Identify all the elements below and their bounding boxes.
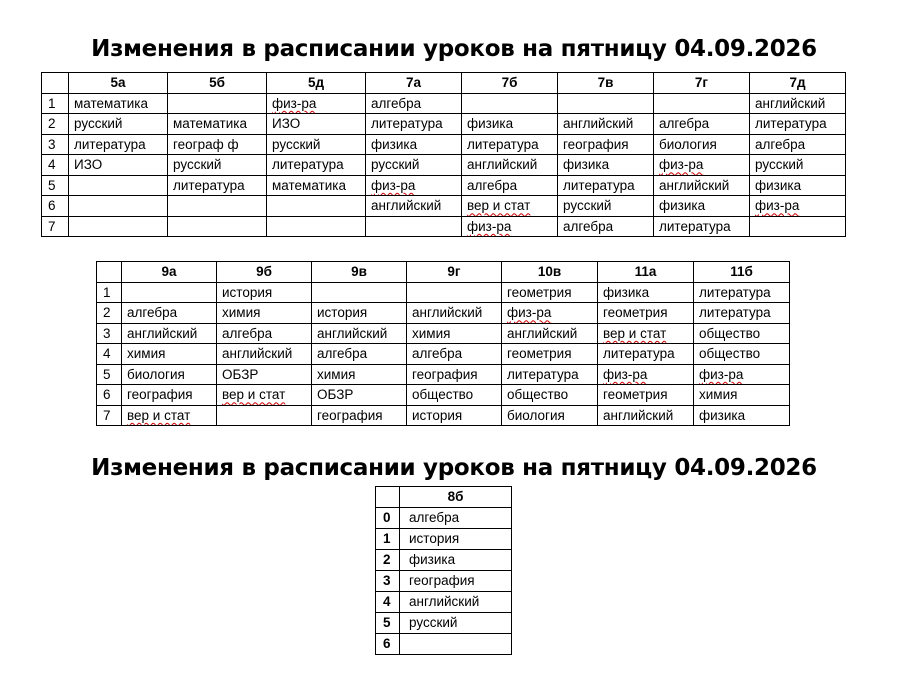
spellcheck-flagged-text: физ-ра [755,198,800,214]
lesson-cell: геометрия [502,344,598,365]
class-header-cell: 7в [558,73,654,94]
lesson-cell: география [122,385,217,406]
lesson-number-cell: 4 [376,592,400,613]
lesson-cell: английский [558,114,654,135]
lesson-cell: физика [366,134,462,155]
lesson-cell: математика [168,114,267,135]
lesson-cell: алгебра [407,344,502,365]
lesson-cell: русский [400,613,512,634]
table-row [376,550,512,571]
lesson-cell: химия [122,344,217,365]
lesson-cell: английский [400,592,512,613]
lesson-number-cell: 2 [97,303,122,324]
lesson-cell [267,216,366,237]
lesson-cell: геометрия [598,303,694,324]
spellcheck-flagged-text: физ-ра [659,157,704,173]
lesson-number-cell: 4 [97,344,122,365]
table-row [42,134,846,155]
lesson-cell [168,216,267,237]
lesson-cell: химия [407,323,502,344]
table-row [42,93,846,114]
class-header-cell: 10в [502,262,598,283]
spellcheck-flagged-text: вер и стат [467,198,531,214]
lesson-cell [267,93,366,114]
table-row [42,175,846,196]
lesson-cell [502,303,598,324]
lesson-cell: физика [654,196,750,217]
lesson-cell: английский [462,155,558,176]
lesson-cell: геометрия [598,385,694,406]
class-header-cell: 5а [69,73,168,94]
class-header-cell: 7д [750,73,846,94]
lesson-cell: литература [168,175,267,196]
lesson-cell: литература [694,303,790,324]
lesson-cell: география [312,405,407,426]
class-header-cell: 11а [598,262,694,283]
lesson-cell: ОБЗР [217,364,312,385]
lesson-cell [654,93,750,114]
lesson-cell: алгебра [654,114,750,135]
lesson-cell: история [400,529,512,550]
lesson-cell: алгебра [750,134,846,155]
lesson-cell [750,216,846,237]
lesson-cell [122,405,217,426]
table-row [97,282,790,303]
class-header-cell: 7а [366,73,462,94]
lesson-cell: литература [462,134,558,155]
lesson-number-cell: 4 [42,155,69,176]
spellcheck-flagged-text: вер и стат [127,407,191,423]
lesson-cell: русский [168,155,267,176]
lesson-cell: общество [694,344,790,365]
lesson-cell: русский [366,155,462,176]
lesson-cell: литература [558,175,654,196]
lesson-cell: физика [558,155,654,176]
lesson-cell: химия [694,385,790,406]
lesson-cell: русский [558,196,654,217]
lesson-cell [598,364,694,385]
table-row [97,385,790,406]
lesson-cell [462,216,558,237]
lesson-cell: алгебра [400,508,512,529]
class-header-cell: 5б [168,73,267,94]
spellcheck-flagged-text: вер и стат [603,325,667,341]
lesson-number-cell: 1 [376,529,400,550]
lesson-number-cell: 5 [42,175,69,196]
lesson-cell [267,196,366,217]
lesson-cell: алгебра [366,93,462,114]
lesson-cell: физика [400,550,512,571]
lesson-cell [462,196,558,217]
class-header-cell: 9а [122,262,217,283]
lesson-number-cell: 7 [42,216,69,237]
lesson-cell: ОБЗР [312,385,407,406]
lesson-cell: химия [312,364,407,385]
lesson-cell: география [558,134,654,155]
lesson-cell: английский [217,344,312,365]
lesson-cell: литература [69,134,168,155]
table-row [376,508,512,529]
lesson-cell: география [400,571,512,592]
lesson-cell: биология [502,405,598,426]
spellcheck-flagged-text: физ-ра [699,366,744,382]
lesson-cell: английский [654,175,750,196]
lesson-cell [217,385,312,406]
lesson-cell: алгебра [558,216,654,237]
schedule-table-grades-5-7 [41,72,846,237]
lesson-cell: геометрия [502,282,598,303]
lesson-number-cell: 1 [97,282,122,303]
lesson-number-cell: 3 [376,571,400,592]
table-row [97,323,790,344]
schedule-table-grades-9-11 [96,261,790,426]
class-header-cell: 8б [400,487,512,508]
lesson-cell: литература [502,364,598,385]
spellcheck-flagged-text: физ-ра [507,305,552,321]
lesson-cell: биология [654,134,750,155]
lesson-number-cell: 5 [97,364,122,385]
lesson-cell [122,282,217,303]
lesson-cell [558,93,654,114]
schedule-table-grade-8b [375,486,512,655]
lesson-cell [69,175,168,196]
spellcheck-flagged-text: физ-ра [371,177,416,193]
lesson-cell: литература [598,344,694,365]
header-corner-cell [376,487,400,508]
lesson-cell: физика [462,114,558,135]
lesson-number-cell: 3 [97,323,122,344]
table-row [42,216,846,237]
spellcheck-flagged-text: физ-ра [272,95,317,111]
lesson-cell [654,155,750,176]
lesson-cell: общество [502,385,598,406]
lesson-cell [217,405,312,426]
lesson-cell [598,323,694,344]
header-corner-cell [97,262,122,283]
lesson-cell: литература [694,282,790,303]
lesson-cell: физика [750,175,846,196]
class-header-cell: 5д [267,73,366,94]
table-row [97,364,790,385]
lesson-cell: химия [217,303,312,324]
lesson-cell: ИЗО [267,114,366,135]
lesson-cell [69,196,168,217]
lesson-cell: английский [407,303,502,324]
lesson-cell [407,282,502,303]
lesson-cell: алгебра [122,303,217,324]
lesson-number-cell: 0 [376,508,400,529]
header-corner-cell [42,73,69,94]
lesson-cell [400,634,512,655]
table-row [42,155,846,176]
lesson-cell [694,364,790,385]
lesson-cell [366,216,462,237]
lesson-cell: русский [750,155,846,176]
table-header-row [97,262,790,283]
lesson-cell: биология [122,364,217,385]
lesson-cell: алгебра [217,323,312,344]
lesson-cell: общество [407,385,502,406]
lesson-number-cell: 5 [376,613,400,634]
spellcheck-flagged-text: вер и стат [222,387,286,403]
spellcheck-flagged-text: физ-ра [603,366,648,382]
lesson-cell: английский [312,323,407,344]
lesson-cell [366,175,462,196]
lesson-cell: физика [598,282,694,303]
table-row [97,303,790,324]
lesson-cell [168,196,267,217]
lesson-cell [750,196,846,217]
lesson-number-cell: 1 [42,93,69,114]
lesson-cell: алгебра [312,344,407,365]
lesson-cell: литература [267,155,366,176]
spellcheck-flagged-text: физ-ра [467,218,512,234]
lesson-cell: географ ф [168,134,267,155]
class-header-cell: 9б [217,262,312,283]
lesson-cell: общество [694,323,790,344]
table-row [376,613,512,634]
table-row [376,571,512,592]
lesson-cell: английский [598,405,694,426]
table-row [97,405,790,426]
lesson-cell: история [407,405,502,426]
class-header-cell: 7б [462,73,558,94]
lesson-cell: математика [69,93,168,114]
class-header-cell: 7г [654,73,750,94]
table-row [42,114,846,135]
lesson-cell [69,216,168,237]
lesson-cell: английский [750,93,846,114]
lesson-cell [462,93,558,114]
lesson-cell: физика [694,405,790,426]
lesson-cell: русский [69,114,168,135]
page-title-second: Изменения в расписании уроков на пятницу 04.09.2026 [91,455,817,481]
lesson-cell [312,282,407,303]
lesson-number-cell: 6 [42,196,69,217]
lesson-cell: английский [366,196,462,217]
class-header-cell: 11б [694,262,790,283]
table-row [376,529,512,550]
lesson-number-cell: 2 [376,550,400,571]
table-header-row [42,73,846,94]
lesson-cell: литература [750,114,846,135]
class-header-cell: 9в [312,262,407,283]
class-header-cell: 9г [407,262,502,283]
lesson-cell: литература [366,114,462,135]
table-header-row [376,487,512,508]
lesson-number-cell: 6 [97,385,122,406]
lesson-cell: алгебра [462,175,558,196]
table-row [376,592,512,613]
table-row [42,196,846,217]
lesson-number-cell: 3 [42,134,69,155]
lesson-cell: математика [267,175,366,196]
page-title: Изменения в расписании уроков на пятницу 04.09.2026 [91,36,817,62]
lesson-cell: русский [267,134,366,155]
lesson-cell: английский [502,323,598,344]
table-row [376,634,512,655]
lesson-cell: ИЗО [69,155,168,176]
lesson-cell: история [217,282,312,303]
lesson-cell [168,93,267,114]
lesson-cell: история [312,303,407,324]
lesson-number-cell: 2 [42,114,69,135]
lesson-number-cell: 7 [97,405,122,426]
table-row [97,344,790,365]
lesson-cell: английский [122,323,217,344]
lesson-cell: география [407,364,502,385]
lesson-cell: литература [654,216,750,237]
lesson-number-cell: 6 [376,634,400,655]
